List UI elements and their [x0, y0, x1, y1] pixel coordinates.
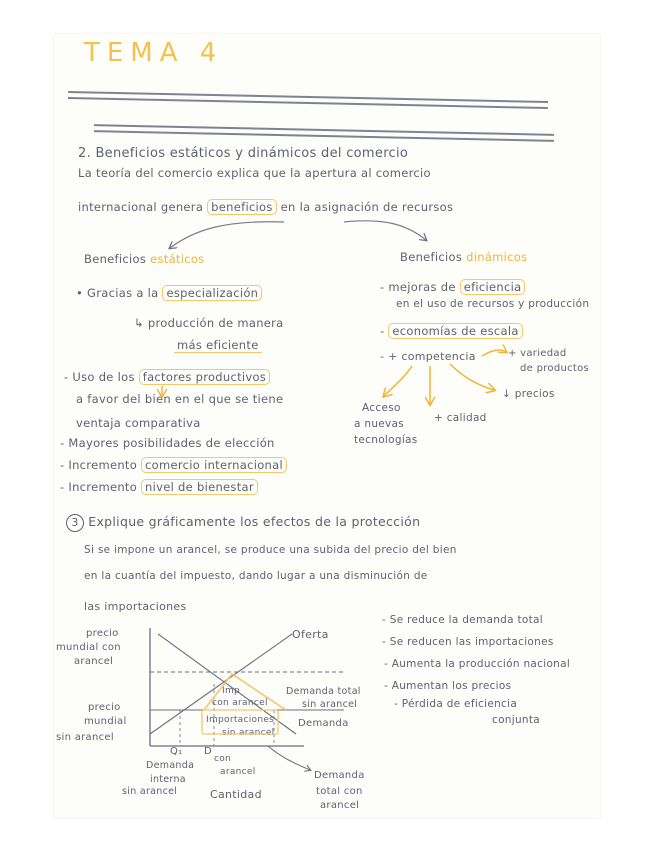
label-d: D — [204, 746, 213, 757]
section-number: 2. — [78, 146, 92, 161]
label-precio-con-2: mundial con — [56, 642, 121, 653]
notebook-page — [54, 34, 600, 818]
dynamic-item-efficiency-line2: en el uso de recursos y producción — [396, 298, 590, 310]
dynamic-item-variety: + variedad — [508, 348, 567, 359]
label-dem-total-1: Demanda total — [286, 686, 361, 697]
label-demanda: Demanda — [298, 718, 349, 729]
static-benefits-highlight: estáticos — [150, 252, 205, 266]
answer-line-2: en la cuantía del impuesto, dando lugar a una disminución de — [84, 570, 428, 582]
intro-line-2: internacional genera beneficios en la asignación de recursos — [78, 200, 454, 214]
highlight-bienestar: nivel de bienestar — [141, 479, 258, 495]
static-item-factors-line2: a favor del bien en el que se tiene — [76, 392, 284, 406]
dynamic-item-variety-2: de productos — [520, 363, 590, 374]
welfare-loss-shape — [204, 674, 286, 710]
label-dem-total-2: sin arancel — [302, 699, 358, 710]
label-cantidad: Cantidad — [210, 788, 262, 801]
effect-4: - Aumentan los precios — [384, 680, 512, 692]
highlight-factores: factores productivos — [139, 369, 270, 385]
static-item-trade: - Incremento comercio internacional — [60, 458, 287, 472]
effect-2: - Se reducen las importaciones — [382, 636, 554, 648]
label-dem-total-con-2: total con — [316, 786, 363, 797]
label-dem-interna-2: interna — [150, 774, 186, 785]
highlight-beneficios: beneficios — [207, 199, 277, 215]
arrow-to-static — [170, 222, 284, 248]
dynamic-benefits-highlight: dinámicos — [466, 250, 528, 264]
label-d-con-2: arancel — [220, 767, 256, 777]
question-3-number: 3 — [66, 514, 84, 532]
static-item-specialization: • Gracias a la especialización — [76, 286, 262, 300]
label-dem-interna-1: Demanda — [146, 760, 195, 771]
effect-quality: + calidad — [434, 412, 487, 424]
section-heading-text: Beneficios estáticos y dinámicos del comercio — [95, 146, 409, 161]
highlight-eficiencia: eficiencia — [460, 279, 526, 295]
effect-access-2: a nuevas — [354, 418, 405, 430]
arrow-to-access — [384, 366, 412, 396]
static-item-welfare: - Incremento nivel de bienestar — [60, 480, 258, 494]
demand-curve — [158, 634, 296, 734]
label-oferta: Oferta — [292, 628, 329, 641]
highlight-especializacion: especialización — [162, 285, 262, 301]
highlight-economias: economías de escala — [388, 323, 522, 339]
question-3-text: Explique gráficamente los efectos de la protección — [88, 514, 421, 529]
arrow-competencia-variety — [482, 350, 506, 356]
effect-access-3: tecnologías — [354, 434, 418, 446]
answer-line-1: Si se impone un arancel, se produce una subida del precio del bien — [84, 544, 457, 556]
dynamic-benefits-title: Beneficios dinámicos — [400, 250, 528, 264]
arrow-to-dynamic — [344, 221, 426, 240]
label-precio-con-3: arancel — [74, 656, 114, 667]
effect-prices: ↓ precios — [502, 388, 555, 400]
label-precio-con-1: precio — [86, 628, 119, 639]
label-precio-sin-1: precio — [88, 702, 121, 713]
effect-6: conjunta — [492, 714, 541, 726]
highlight-comercio: comercio internacional — [141, 457, 287, 473]
static-benefits-title: Beneficios estáticos — [84, 252, 205, 266]
label-d-con-1: con — [214, 754, 232, 764]
static-item-factors-line3: ventaja comparativa — [76, 416, 201, 430]
effect-access-1: Acceso — [362, 402, 401, 414]
label-dem-total-con-3: arancel — [320, 800, 360, 811]
dynamic-item-scale: - economías de escala — [380, 324, 523, 338]
label-dem-interna-3: sin arancel — [122, 786, 178, 797]
static-item-factors: - Uso de los factores productivos — [64, 370, 270, 384]
label-precio-sin-3: sin arancel — [56, 732, 114, 743]
intro-line-1: La teoría del comercio explica que la apertura al comercio — [78, 166, 431, 180]
arrow-to-prices — [450, 364, 494, 390]
answer-line-3: las importaciones — [84, 600, 187, 613]
effect-5: - Pérdida de eficiencia — [394, 698, 518, 710]
static-item-production: ↳ producción de manera — [134, 316, 284, 330]
label-imp-con-2: con arancel — [212, 698, 268, 708]
imports-box — [202, 710, 278, 734]
dynamic-item-competition: - + competencia — [380, 350, 476, 363]
effect-1: - Se reduce la demanda total — [382, 614, 544, 626]
label-imp-sin-2: sin arancel — [222, 728, 275, 738]
arrow-dem-total-con — [268, 746, 310, 770]
label-precio-sin-2: mundial — [84, 716, 127, 727]
label-imp-con-1: Imp — [222, 686, 241, 696]
label-q1: Q₁ — [170, 746, 183, 757]
effect-3: - Aumenta la producción nacional — [384, 658, 571, 670]
supply-curve — [150, 634, 292, 734]
dynamic-item-efficiency: - mejoras de eficiencia — [380, 280, 525, 294]
sketch-drawings — [54, 34, 600, 818]
label-dem-total-con-1: Demanda — [314, 770, 365, 781]
static-item-choice: - Mayores posibilidades de elección — [60, 436, 275, 450]
label-imp-sin-1: Importaciones — [206, 715, 275, 725]
page-title: TEMA 4 — [84, 38, 224, 68]
highlight-mas-eficiente: más eficiente — [174, 338, 262, 353]
